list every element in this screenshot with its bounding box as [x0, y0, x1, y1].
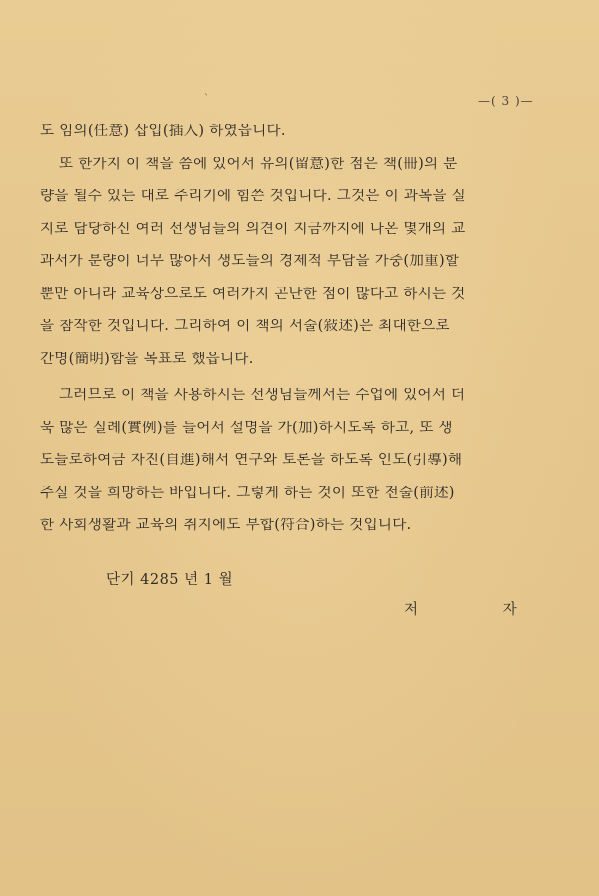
page-number: —( 3 )— [478, 94, 534, 108]
text-line: 한 사회생활과 교육의 취지에도 부합(符合)하는 것입니다. [40, 518, 412, 533]
author-signature: 저 자 [404, 602, 557, 618]
text-line: 그러므로 이 책을 사용하시는 선생님들께서는 수업에 있어서 더 [59, 388, 466, 403]
text-line: 뿐만 아니라 교육상으로도 여러가지 곤난한 점이 많다고 하시는 것 [40, 286, 466, 301]
date-line: 단기 4285 년 1 월 [106, 572, 234, 588]
body-text [40, 124, 570, 533]
text-line: 을 참작한 것입니다. 그리하여 이 책의 서술(敍述)은 최대한으로 [40, 319, 450, 334]
text-line: 욱 많은 실례(實例)를 들어서 설명을 가(加)하시도록 하고, 또 생 [40, 420, 453, 435]
printing-mark: ˋ [204, 94, 209, 105]
text-line: 도 임의(任意) 삽입(插入) 하였읍니다. [40, 124, 286, 139]
text-line: 주실 것을 희망하는 바입니다. 그렇게 하는 것이 또한 전술(前述) [40, 485, 455, 500]
text-line: 과서가 분량이 너무 많아서 생도들의 경제적 부담을 가중(加重)할 [40, 254, 460, 269]
text-line: 또 한가지 이 책을 씀에 있어서 유의(留意)한 점은 책(冊)의 분 [59, 156, 458, 171]
text-line: 도들로하여금 자진(自進)해서 연구와 토론을 하도록 인도(引導)해 [40, 453, 463, 468]
text-line: 량을 될수 있는 대로 주리기에 힘쓴 것입니다. 그것은 이 과목을 실 [40, 189, 466, 204]
text-line: 간명(簡明)함을 목표로 했읍니다. [40, 351, 254, 366]
text-line: 지로 담당하신 여러 선생님들의 의견이 지금까지에 나온 몇개의 교 [40, 221, 466, 236]
